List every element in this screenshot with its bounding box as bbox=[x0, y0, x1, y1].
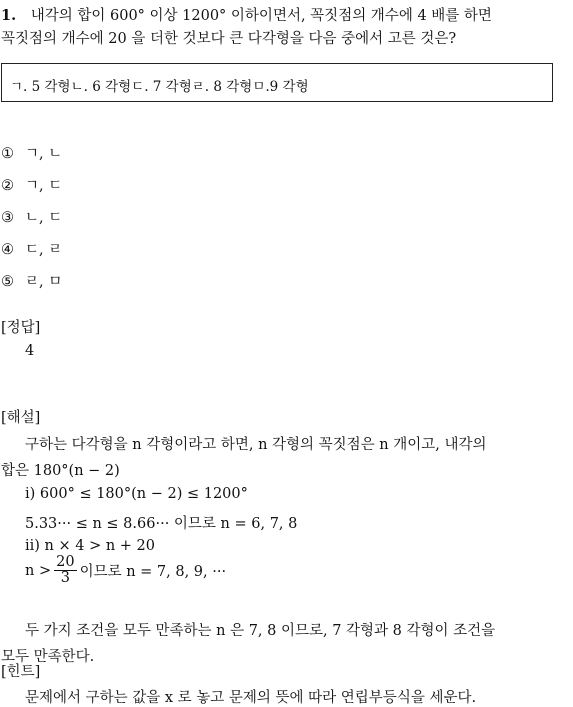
choices-box-text: ㄱ. 5 각형ㄴ. 6 각형ㄷ. 7 각형ㄹ. 8 각형ㅁ.9 각형 bbox=[10, 79, 309, 95]
option-2[interactable] bbox=[1, 174, 62, 195]
fraction bbox=[54, 555, 76, 586]
question-line-1 bbox=[1, 4, 492, 25]
explanation-p1-line1: 구하는 다각형을 n 각형이라고 하면, n 각형의 꼭짓점은 n 개이고, 내각의 bbox=[25, 437, 487, 453]
option-1-text: ㄱ, ㄴ bbox=[25, 146, 63, 162]
fraction-numerator: 20 bbox=[56, 554, 75, 570]
case-2-prefix: n > bbox=[25, 562, 52, 579]
hint-text: 문제에서 구하는 값을 x 로 놓고 문제의 뜻에 따라 연립부등식을 세운다. bbox=[25, 690, 477, 706]
explanation-p2-line1: 두 가지 조건을 모두 만족하는 n 은 7, 8 이므로, 7 각형과 8 각형이 조건을 bbox=[25, 623, 496, 639]
question-text-2: 꼭짓점의 개수에 20 을 더한 것보다 큰 다각형을 다음 중에서 고른 것은? bbox=[1, 31, 457, 47]
option-3-mark: ③ bbox=[1, 210, 14, 226]
explanation-p2-line2: 모두 만족한다. bbox=[1, 649, 95, 665]
option-4[interactable] bbox=[1, 238, 62, 259]
option-4-text: ㄷ, ㄹ bbox=[25, 242, 63, 258]
option-1[interactable] bbox=[1, 142, 62, 163]
choices-box bbox=[1, 63, 553, 102]
option-5-text: ㄹ, ㅁ bbox=[25, 274, 63, 290]
option-2-mark: ② bbox=[1, 178, 14, 194]
explanation-case-2-result bbox=[25, 555, 226, 586]
option-5-mark: ⑤ bbox=[1, 274, 14, 290]
fraction-denominator: 3 bbox=[60, 570, 70, 586]
explanation-p1-line2: 합은 180°(n − 2) bbox=[1, 463, 120, 479]
option-3[interactable] bbox=[1, 206, 62, 227]
question-text-1: 내각의 합이 600° 이상 1200° 이하이면서, 꼭짓점의 개수에 4 배를 하면 bbox=[30, 8, 492, 24]
option-5[interactable] bbox=[1, 270, 62, 291]
explanation-heading: [해설] bbox=[1, 410, 41, 426]
case-2-suffix: 이므로 n = 7, 8, 9, ··· bbox=[79, 564, 227, 580]
option-4-mark: ④ bbox=[1, 242, 14, 258]
hint-heading: [힌트] bbox=[1, 664, 41, 680]
explanation-case-1: i) 600° ≤ 180°(n − 2) ≤ 1200° bbox=[25, 486, 248, 502]
answer-heading: [정답] bbox=[1, 320, 41, 336]
explanation-case-1-result: 5.33··· ≤ n ≤ 8.66··· 이므로 n = 6, 7, 8 bbox=[25, 516, 298, 532]
explanation-case-2: ii) n × 4 > n + 20 bbox=[25, 538, 155, 554]
answer-value: 4 bbox=[25, 343, 35, 359]
question-number: 1. bbox=[1, 7, 17, 24]
option-3-text: ㄴ, ㄷ bbox=[25, 210, 63, 226]
option-2-text: ㄱ, ㄷ bbox=[25, 178, 63, 194]
option-1-mark: ① bbox=[1, 146, 14, 162]
